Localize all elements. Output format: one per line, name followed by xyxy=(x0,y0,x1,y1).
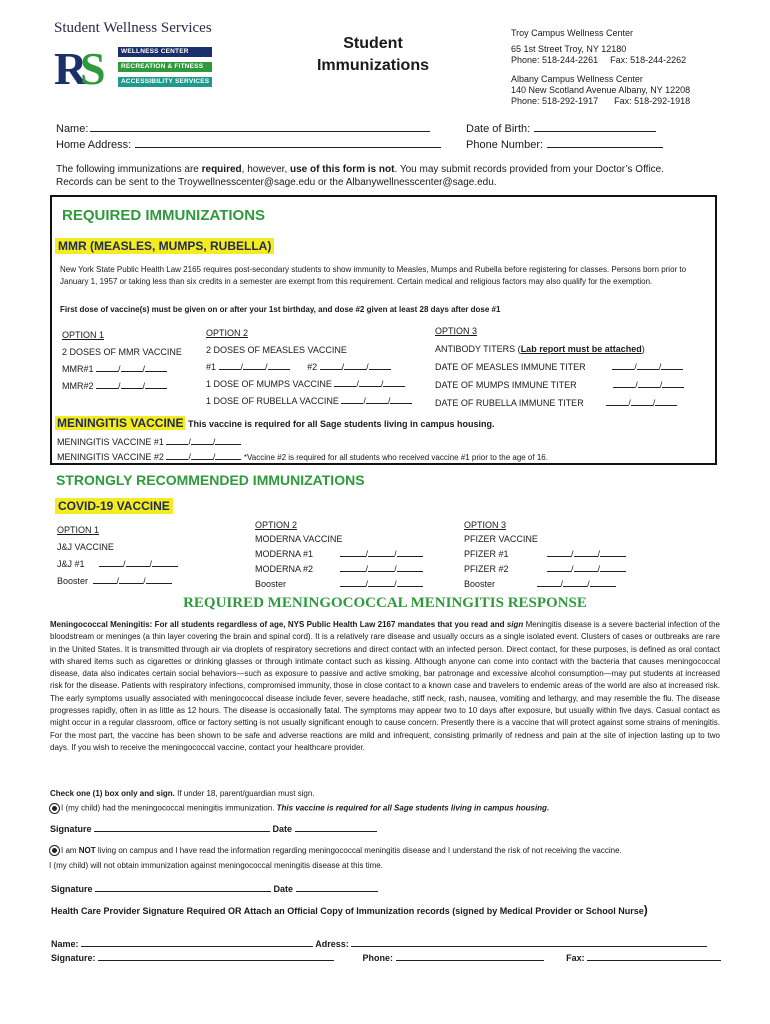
required-heading: REQUIRED IMMUNIZATIONS xyxy=(62,207,266,224)
troy-name: Troy Campus Wellness Center xyxy=(511,28,634,38)
meningitis-note: This vaccine is required for all Sage students living in campus housing. xyxy=(185,419,495,429)
band-wellness: WELLNESS CENTER xyxy=(118,47,212,57)
form-title: Student Immunizations xyxy=(316,35,429,74)
response-body: Meningococcal Meningitis: For all students regardless of age, NYS Public Health Law 2167 mandates that you read and sign Meningitis disease is a severe bacterial infection of the bloodstream or meninges (a thin layer covering the brain and spinal cord). It is a relatively rare disease and usually occurs as a single isolated event. Clusters of cases or outbreaks are rare in the United States. It is transmitted through air via droplets of respiratory secretions and direct contact with an infected person. Direct contact, for these purposes, is defined as oral contact with shared items such as cigarettes or drinking glasses or through intimate contact such as kissing. Although anyone can come into contact with the bacteria that causes meningococcal disease, data also indicates certain social behaviors—such as exposure to passive and active smoking, bar patronage and excessive alcohol consumption—may put students at increased risk for the disease. Patients with respiratory infections, compromised immunity, those in close contact to a known case and travelers to endemic areas of the world are also at increased risk. The early symptoms usually associated with meningococcal disease include fever, severe headache, stiff neck, rash, nausea, vomiting and lethargy, and may resemble the flu. The disease progresses rapidly, often in as little as 12 hours. The disease is occasionally fatal. The symptoms may appear two to 10 days after exposure, but usually within five days. Casual contact as might occur in a regular classroom, office or factory setting is not usually significant enough to cause concern. Presently there is a vaccine that will protect against some strains of meningitis. For the most part, the vaccine has been shown to be safe and adverse reactions are mild and infrequent, consisting primarily of redness and pain at the site of injection lasting up to two days. If you wish to receive the meningococcal vaccine, contact your healthcare provider. xyxy=(50,620,720,752)
signature-row-2[interactable]: Signature Date xyxy=(51,881,378,894)
check-note: Check one (1) box only and sign. If under 18, parent/guardian must sign. xyxy=(50,789,315,798)
signature-row-1[interactable]: Signature Date xyxy=(50,821,377,834)
troy-fax: Fax: 518-244-2262 xyxy=(610,55,687,65)
choice-2-checkbox-icon[interactable] xyxy=(49,845,60,856)
band-recreation: RECREATION & FITNESS xyxy=(118,62,212,72)
dose-note: First dose of vaccine(s) must be given on or after your 1st birthday, and dose #2 given at least 28 days after dose #1 xyxy=(60,305,501,314)
mmr-option-3: OPTION 3 ANTIBODY TITERS (Lab report must be attached) DATE OF MEASLES IMMUNE TITER / / DATE OF MUMPS IMMUNE TITER / / DATE OF RUBELLA IMMUNE TITER / / xyxy=(435,322,684,412)
choice-2[interactable]: I am NOT living on campus and I have read the information regarding meningococcal meningitis disease and I understand the risk of not receiving the vaccine. I (my child) will not obtain immunization against meningococcal meningitis disease at this time. xyxy=(49,846,622,870)
svg-text:R: R xyxy=(54,46,88,88)
name-field[interactable] xyxy=(56,121,430,135)
dob-label: Date of Birth: xyxy=(466,123,531,135)
recommended-heading: STRONGLY RECOMMENDED IMMUNIZATIONS xyxy=(56,472,365,488)
logo-mark xyxy=(54,46,120,93)
phone-field[interactable] xyxy=(466,137,663,151)
mmr-text: New York State Public Health Law 2165 requires post-secondary students to show immunity to Measles, Mumps and Rubella before registering for classes. Persons born prior to January 1, 1957 or taking less than six credits in a semester are exempt from this requirement. Certain medical and religious factors may also qualify for the exemption. xyxy=(60,265,687,286)
meningitis-heading: MENINGITIS VACCINE xyxy=(57,416,184,430)
covid-heading: COVID-19 VACCINE xyxy=(55,498,173,514)
albany-fax: Fax: 518-292-1918 xyxy=(614,96,691,106)
troy-phone: Phone: 518-244-2261 xyxy=(511,55,599,65)
home-address-label: Home Address: xyxy=(56,139,132,151)
provider-note: Health Care Provider Signature Required OR Attach an Official Copy of Immunization records (signed by Medical Provider or School Nurse) xyxy=(51,903,648,917)
response-heading: REQUIRED MENINGOCOCCAL MENINGITIS RESPONSE xyxy=(183,595,587,611)
albany-phone: Phone: 518-292-1917 xyxy=(511,96,599,106)
provider-name-row[interactable]: Name: Adress: xyxy=(51,936,707,949)
home-address-field[interactable] xyxy=(56,137,441,151)
phone-label: Phone Number: xyxy=(466,139,544,151)
albany-address: 140 New Scotland Avenue Albany, NY 12208 xyxy=(511,85,691,95)
logo-title: Student Wellness Services xyxy=(54,20,212,36)
mmr-heading: MMR (MEASLES, MUMPS, RUBELLA) xyxy=(55,238,274,254)
troy-address: 65 1st Street Troy, NY 12180 xyxy=(511,44,627,54)
troy-contact xyxy=(511,28,690,107)
covid-option-1: OPTION 1 J&J VACCINE J&J #1 / / Booster / / xyxy=(57,522,178,590)
meningitis-row xyxy=(55,416,495,430)
choice-1-checkbox-icon[interactable] xyxy=(49,803,60,814)
covid-option-3: OPTION 3 PFIZER VACCINE PFIZER #1 / / PFIZER #2 / / Booster / / xyxy=(464,518,626,591)
mmr-option-2: OPTION 2 2 DOSES OF MEASLES VACCINE #1 / / #2 / / 1 DOSE OF MUMPS VACCINE / / 1 DOSE OF RUBELLA VACCINE / / xyxy=(206,325,412,410)
dob-field[interactable] xyxy=(466,121,656,135)
albany-name: Albany Campus Wellness Center xyxy=(511,74,643,84)
band-accessibility: ACCESSIBILITY SERVICES xyxy=(118,77,212,87)
mmr-option-1: OPTION 1 2 DOSES OF MMR VACCINE MMR#1 / / MMR#2 / / xyxy=(62,330,182,391)
provider-signature-row[interactable]: Signature: Phone: Fax: xyxy=(51,950,721,963)
name-label: Name: xyxy=(56,123,89,135)
intro-text: The following immunizations are required, however, use of this form is not. You may submit records provided from your Doctor’s Office. Records can be sent to the Troywellnesscenter@sage.edu or the Albanywellnesscenter@sage.edu. xyxy=(56,164,665,188)
covid-option-2: OPTION 2 MODERNA VACCINE MODERNA #1 / / MODERNA #2 / / Booster / / xyxy=(255,518,423,591)
choice-1[interactable]: I (my child) had the meningococcal meningitis immunization. This vaccine is required for all Sage students living in campus housing. xyxy=(49,803,549,814)
meningitis-doses: MENINGITIS VACCINE #1 / / MENINGITIS VACCINE #2 / / *Vaccine #2 is required for all students who received vaccine #1 prior to the age of 16. xyxy=(57,434,548,464)
svg-text:S: S xyxy=(80,46,106,88)
